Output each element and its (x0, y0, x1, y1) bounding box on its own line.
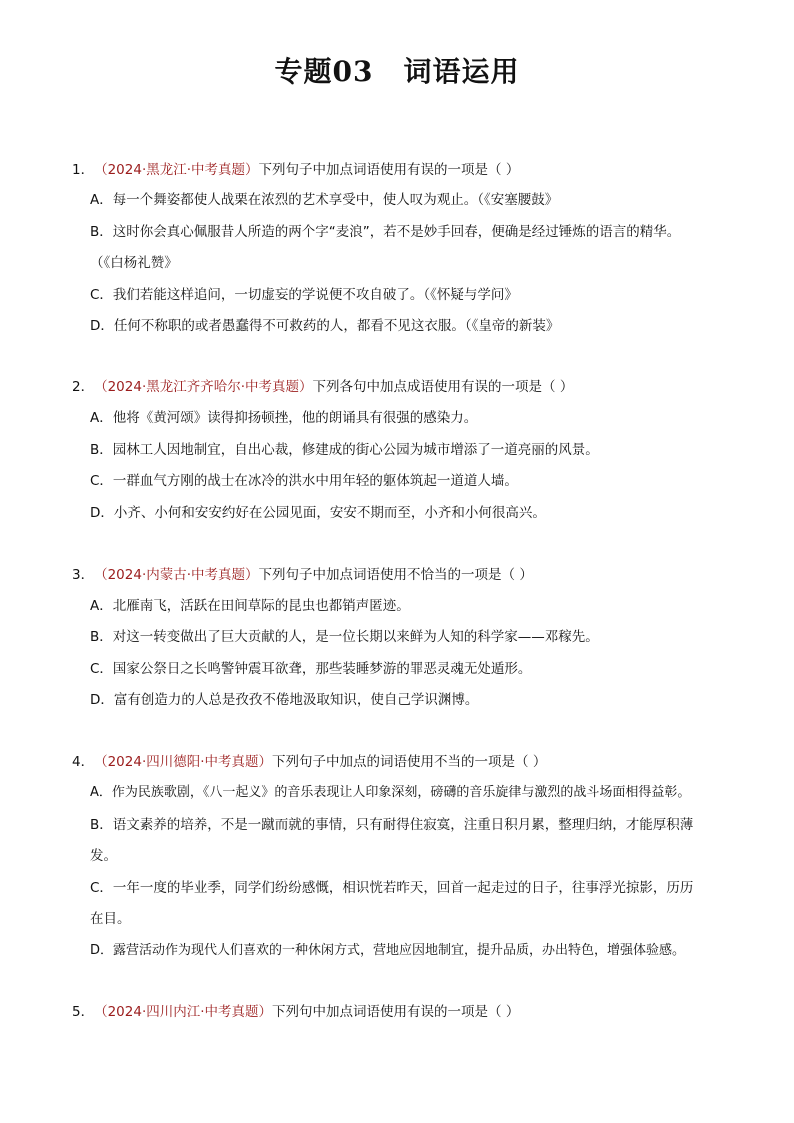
option-b-continuation: （《白杨礼赞》 (90, 255, 178, 271)
question-source: （2024·四川德阳·中考真题） (94, 754, 273, 770)
option-d: D．露营活动作为现代人们喜欢的一种休闲方式，营地应因地制宜，提升品质，办出特色，增强体验感。 (90, 943, 686, 958)
question-number: 2． (72, 379, 95, 395)
option-c: C．我们若能这样追问，一切虚妄的学说便不攻自破了。（《怀疑与学问》 (90, 287, 518, 303)
option-d: D．小齐、小何和安安约好在公园见面，安安不期而至，小齐和小何很高兴。 (90, 505, 546, 521)
page-title (0, 50, 794, 90)
option-a: A．他将《黄河颂》读得抑扬顿挫，他的朗诵具有很强的感染力。 (90, 410, 478, 426)
option-c: C．一群血气方刚的战士在冰冷的洪水中用年轻的躯体筑起一道道人墙。 (90, 473, 518, 489)
option-b: B．语文素养的培养，不是一蹴而就的事情，只有耐得住寂寞，注重日积月累，整理归纳，才能厚积薄 (90, 817, 694, 833)
question-stem: 下列句子中加点词语使用有误的一项是（ ） (258, 162, 520, 178)
question-2 (72, 377, 573, 397)
title-main: 专题03 (274, 55, 374, 88)
question-1 (72, 160, 519, 180)
option-c-continuation: 在目。 (90, 911, 131, 927)
question-5 (72, 1002, 519, 1022)
question-number: 5． (72, 1004, 95, 1020)
question-source: （2024·黑龙江·中考真题） (94, 162, 259, 178)
option-c: C．国家公祭日之长鸣警钟震耳欲聋，那些装睡梦游的罪恶灵魂无处遁形。 (90, 661, 532, 677)
question-stem: 下列句子中加点的词语使用不当的一项是（ ） (272, 754, 547, 770)
question-number: 3． (72, 567, 95, 583)
question-source: （2024·内蒙古·中考真题） (94, 567, 259, 583)
question-stem: 下列句中加点词语使用有误的一项是（ ） (272, 1004, 520, 1020)
question-4 (72, 752, 546, 772)
option-a: A．每一个舞姿都使人战栗在浓烈的艺术享受中，使人叹为观止。（《安塞腰鼓》 (90, 192, 559, 208)
option-b: B．对这一转变做出了巨大贡献的人，是一位长期以来鲜为人知的科学家——邓稼先。 (90, 629, 599, 645)
option-c: C．一年一度的毕业季，同学们纷纷感慨，相识恍若昨天，回首一起走过的日子，往事浮光掠影，历历 (90, 880, 694, 896)
option-b: B．这时你会真心佩服昔人所造的两个字“麦浪”，若不是妙手回春，便确是经过锤炼的语言的精华。 (90, 224, 681, 240)
option-d: D．富有创造力的人总是孜孜不倦地汲取知识，使自己学识渊博。 (90, 692, 479, 708)
question-number: 4． (72, 754, 95, 770)
question-number: 1． (72, 162, 95, 178)
question-stem: 下列句子中加点词语使用不恰当的一项是（ ） (258, 567, 533, 583)
question-source: （2024·黑龙江齐齐哈尔·中考真题） (94, 379, 313, 395)
question-stem: 下列各句中加点成语使用有误的一项是（ ） (312, 379, 574, 395)
option-b-continuation: 发。 (90, 848, 117, 864)
option-b: B．园林工人因地制宜，自出心裁，修建成的街心公园为城市增添了一道亮丽的风景。 (90, 442, 599, 458)
option-a: A．北雁南飞，活跃在田间草际的昆虫也都销声匿迹。 (90, 598, 410, 614)
question-source: （2024·四川内江·中考真题） (94, 1004, 273, 1020)
option-d: D．任何不称职的或者愚蠢得不可救药的人，都看不见这衣服。（《皇帝的新装》 (90, 318, 560, 334)
question-3 (72, 565, 533, 585)
title-sub: 词语运用 (403, 55, 520, 88)
option-a: A．作为民族歌剧，《八一起义》的音乐表现让人印象深刻，磅礴的音乐旋律与激烈的战斗场面相得益彰。 (90, 785, 691, 800)
